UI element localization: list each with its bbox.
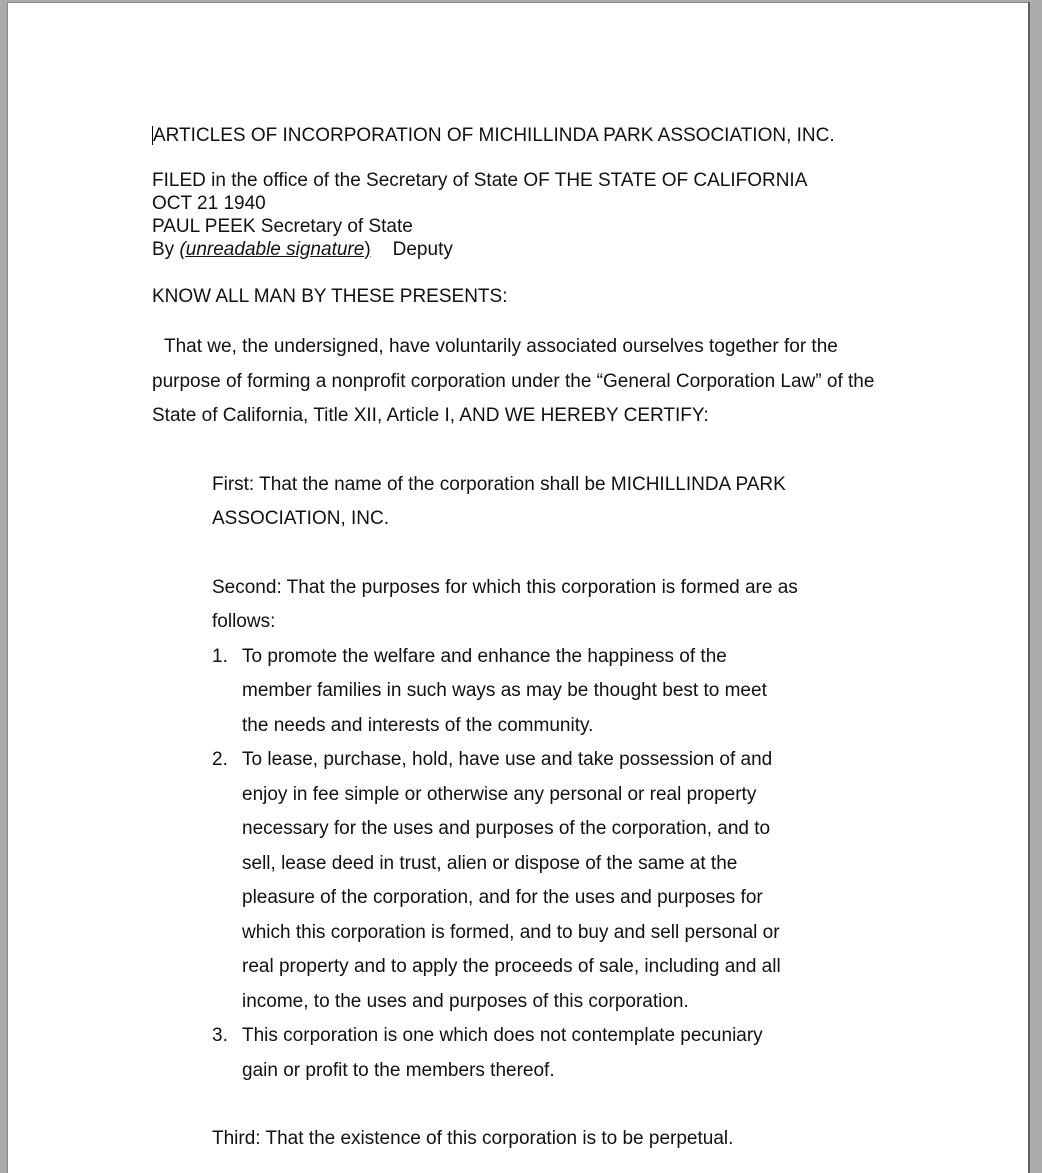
list-text: To lease, purchase, hold, have use and take possession of and enjoy in fee simple or otherwise any personal or real property necessary for the uses and purposes of the corporation, and to sell, lease deed in trust, alien or dispose of the same at the pleasure of the corporation, and for the uses and purposes for which this corporation is formed, and to buy and sell personal or real property and to apply the proceeds of sale, including and all income, to the uses and purposes of this corporation. bbox=[242, 749, 781, 1012]
signature-line bbox=[152, 238, 912, 261]
filing-stamp bbox=[152, 169, 912, 261]
intro-paragraph: That we, the undersigned, have voluntarily associated ourselves together for the purpose of forming a nonprofit corporation under the “General Corporation Law” of the State of California, Title XII, Article I, AND WE HEREBY CERTIFY: bbox=[152, 336, 875, 426]
filed-line: FILED in the office of the Secretary of State OF THE STATE OF CALIFORNIA bbox=[152, 170, 808, 191]
signature-open-paren: ( bbox=[179, 239, 186, 260]
article-third: Third: That the existence of this corporation is to be perpetual. bbox=[212, 1128, 734, 1149]
filed-date: OCT 21 1940 bbox=[152, 193, 266, 214]
list-item bbox=[212, 743, 782, 1019]
list-text: To promote the welfare and enhance the happiness of the member families in such ways as may be thought best to meet the needs and interests of the community. bbox=[242, 645, 767, 736]
list-item bbox=[212, 640, 782, 744]
deputy-label: Deputy bbox=[392, 239, 453, 260]
list-number: 1. bbox=[212, 645, 228, 667]
secretary-of-state: PAUL PEEK Secretary of State bbox=[152, 216, 413, 237]
signature-note: unreadable signature bbox=[185, 239, 365, 260]
signature-close-paren: ) bbox=[364, 239, 371, 260]
article-first: First: That the name of the corporation shall be MICHILLINDA PARK ASSOCIATION, INC. bbox=[212, 473, 786, 529]
document-title bbox=[152, 123, 912, 148]
by-label: By bbox=[152, 239, 180, 260]
document-body[interactable] bbox=[152, 123, 912, 1157]
article-second: Second: That the purposes for which this corporation is formed are as follows: bbox=[212, 576, 798, 632]
list-text: This corporation is one which does not contemplate pecuniary gain or profit to the members thereof. bbox=[242, 1025, 763, 1081]
know-all-heading: KNOW ALL MAN BY THESE PRESENTS: bbox=[152, 286, 508, 307]
list-number: 2. bbox=[212, 749, 228, 770]
list-number: 3. bbox=[212, 1025, 228, 1046]
document-title-text: ARTICLES OF INCORPORATION OF MICHILLINDA PARK ASSOCIATION, INC. bbox=[153, 125, 835, 146]
list-item bbox=[212, 1019, 782, 1088]
purposes-list bbox=[212, 640, 782, 1089]
document-page[interactable] bbox=[7, 2, 1028, 1173]
